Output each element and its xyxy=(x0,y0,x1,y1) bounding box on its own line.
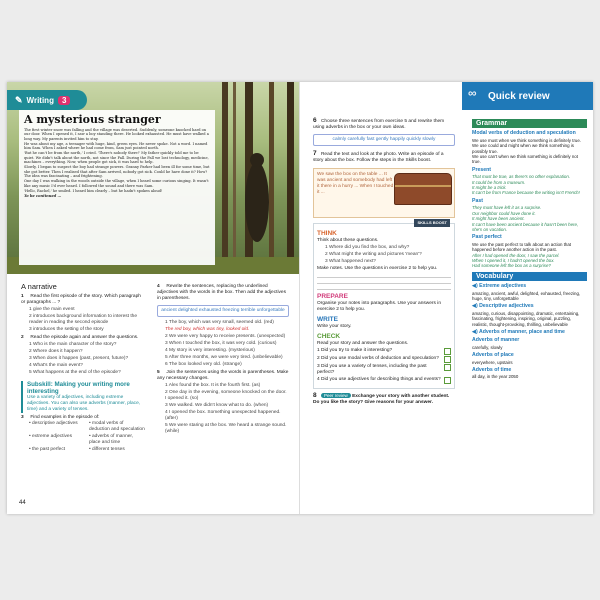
checklist-text: 3 Did you use a variety of tenses, including the past perfect? xyxy=(317,364,427,375)
write-text: Write your story. xyxy=(317,324,352,329)
narrative-column xyxy=(21,282,145,455)
example-sentence: It can't have been ancient because it hasn't been here, she's on vacation. xyxy=(472,221,579,232)
exercise-number: 2 xyxy=(21,335,24,340)
list-item: • different tenses xyxy=(89,447,125,452)
page-gutter xyxy=(299,82,300,514)
prompt-text: We saw the box on the table ... It was ancient and somebody had left it there in a hurry ... When I touched it ... xyxy=(317,172,394,195)
subskill-text: Use a variety of adjectives, including extreme adjectives. You can also use adverbs (manner, place, time) and a variety of tenses. xyxy=(27,395,141,412)
exercise-instruction: Read the text and look at the photo. Write an episode of a story about the box. Follow the steps in the Skills boost. xyxy=(313,152,444,163)
exercise-number: 6 xyxy=(313,117,317,124)
list-item: • the past perfect xyxy=(29,447,66,452)
writing-task-column xyxy=(313,118,455,411)
subskill-title: Subskill: Making your writing more interesting xyxy=(27,381,130,395)
prepare-text: Organise your notes into paragraphs. Use your answers in exercise 2 to help you. xyxy=(317,301,441,312)
pencil-icon: ✎ xyxy=(15,94,23,105)
story-paragraph: Slowly, I began to suspect the boy had strange powers. Granny Parker had been ill for some time, but she got better. Then I realised that after Sam arrived, nobody got sick. Could he have done it? How? The idea was fascinating – and frightening. xyxy=(24,165,210,178)
vocab-list: carefully, slowly xyxy=(472,344,503,350)
quick-review-title: Quick review xyxy=(488,90,550,102)
grammar-heading: Grammar xyxy=(472,119,587,128)
writing-section-tab xyxy=(7,90,87,110)
check-heading: CHECK xyxy=(317,333,341,340)
list-item: 2 Where does it happen? xyxy=(29,349,83,354)
audio-icon[interactable]: ◀) xyxy=(472,283,478,290)
exercise-instruction: Join the sentences using the words in parentheses. Make any necessary changes. xyxy=(157,370,289,381)
checkbox[interactable] xyxy=(444,377,451,384)
example-answer: The red boy, which was tiny, looked old. xyxy=(165,327,250,332)
descriptive-adjectives-label: Descriptive adjectives xyxy=(479,303,534,310)
example-sentence: It might have been ancient. xyxy=(472,216,525,222)
list-item: 3 introduces the setting of the story xyxy=(29,327,104,332)
list-item: 4 My story is very interesting. (mysterious) xyxy=(165,348,255,353)
exercise-7 xyxy=(313,151,455,218)
page-number-left: 44 xyxy=(19,500,26,506)
exercise-instruction: Read the first episode of the story. Which paragraph or paragraphs ... ? xyxy=(21,294,141,305)
exercise-number: 5 xyxy=(157,370,160,375)
list-item: 1 Where did you find the box, and why? xyxy=(325,245,410,250)
exercise-number: 7 xyxy=(313,150,317,157)
present-label: Present xyxy=(472,166,492,173)
think-extra: Make notes. Use the questions in exercise 2 to help you. xyxy=(317,266,438,271)
exercise-number: 3 xyxy=(21,415,24,420)
quick-review-panel xyxy=(462,82,593,514)
checklist-item xyxy=(317,356,451,363)
checkbox[interactable] xyxy=(444,348,451,355)
think-heading: THINK xyxy=(317,230,337,237)
list-item: 2 What might the writing and pictures 'mean'? xyxy=(325,252,422,257)
adverbs-manner-label: Adverbs of manner xyxy=(472,337,520,344)
example-sentence: It could be from a museum. xyxy=(472,179,526,185)
word-box: ancient delighted exhausted freezing terrible unforgettable xyxy=(157,305,289,317)
checklist-item xyxy=(317,348,451,355)
adverbs-place-label: Adverbs of place xyxy=(472,352,514,359)
list-item: 5 What happens at the end of the episode? xyxy=(29,370,121,375)
list-item: 1 The boy, which was very small, seemed old. (red) xyxy=(165,320,274,325)
exercise-number: 8 xyxy=(313,392,317,399)
textbook-spread xyxy=(7,82,593,514)
example-sentence: After I had opened the door, I saw the parcel. xyxy=(472,252,560,258)
checklist-item xyxy=(317,377,451,384)
extreme-adjectives-label: Extreme adjectives xyxy=(479,283,527,290)
skills-boost-tag: SKILLS BOOST xyxy=(414,219,450,227)
check-text: Read your story and answer the questions. xyxy=(317,341,409,346)
story-paragraph: 'But he can't be from the north,' I cried. 'There's nobody there!' My father quickly told me to be quiet. We didn't talk about the north, not since the Fall. During the Fall we lost technology, medicine, machines – everything. Now, when people got sick, it was hard to help. xyxy=(24,151,209,165)
exercises-column xyxy=(157,282,289,437)
checklist-item xyxy=(317,364,451,376)
adverbs-label: Adverbs of manner, place and time xyxy=(478,329,565,335)
checklist-text: 4 Did you use adjectives for describing things and events? xyxy=(317,377,441,382)
list-item: 2 introduces background information to interest the reader in reading the second episode xyxy=(29,314,137,325)
grammar-rule: We use must when we think something is definitely true. xyxy=(472,137,582,143)
exercise-1 xyxy=(21,294,145,333)
prepare-heading: PREPARE xyxy=(317,293,348,300)
vocab-list: everywhere, upstairs xyxy=(472,359,513,365)
story-paragraph: 'Hello, Rachel,' he smiled. I heard him clearly – but he hadn't spoken aloud! xyxy=(24,188,163,193)
example-sentence: When I opened it, I hadn't opened the box. xyxy=(472,257,555,263)
list-item: 1 give the main event xyxy=(29,307,75,312)
narrative-heading: A narrative xyxy=(21,282,57,291)
list-item: • extreme adjectives xyxy=(29,434,73,439)
list-item: 1 Who is the main character of the story? xyxy=(29,342,117,347)
exercise-instruction: Rewrite the sentences, replacing the underlined adjectives with the words in the box. Then add the adjectives in parentheses. xyxy=(157,284,286,301)
list-item: 3 What happened next? xyxy=(325,259,376,264)
forest-photo xyxy=(7,82,299,274)
subskill-box xyxy=(21,381,145,413)
vocab-list: amazing, curious, disappointing, dramatic, entertaining, fascinating, frightening, inspiring, original, puzzling, realistic, thought-provoking, thrilling, unbelievable xyxy=(472,310,580,327)
to-be-continued: To be continued ... xyxy=(24,194,62,199)
list-item: 2 We were very happy to receive presents. (unexpected) xyxy=(165,334,286,339)
story-text-box xyxy=(19,110,215,265)
list-item: 5 After three months, we were very tired. (unbelievable) xyxy=(165,355,283,360)
exercise-6 xyxy=(313,118,455,146)
think-text: Think about these questions. xyxy=(317,238,379,243)
example-sentence: Our neighbor could have done it. xyxy=(472,210,536,216)
exercise-4 xyxy=(157,284,289,368)
story-title: A mysterious stranger xyxy=(24,113,161,126)
list-item: 1 Alex found the box. It is the fourth first. (as) xyxy=(165,383,261,388)
exercise-number: 4 xyxy=(157,284,160,289)
story-paragraph: The first winter snow was falling and the village was deserted. Suddenly, someone knocked hard on our door. When I opened it, I saw a boy standing there. He looked exhausted. He must have walked a long way. My parents invited him to stay. xyxy=(24,128,209,141)
grammar-rule: We use can't when we think something is definitely not true. xyxy=(472,154,578,165)
modal-verbs-title: Modal verbs of deduction and speculation xyxy=(472,130,576,137)
vocabulary-heading: Vocabulary xyxy=(472,272,587,281)
list-item: 3 When I touched the box, it was very cold. (curious) xyxy=(165,341,277,346)
checkbox[interactable] xyxy=(444,356,451,363)
example-sentence: That must be true, as there's no other explanation. xyxy=(472,174,570,180)
past-perfect-label: Past perfect xyxy=(472,234,502,241)
writing-lines[interactable] xyxy=(317,272,451,290)
exercise-3 xyxy=(21,415,145,453)
past-label: Past xyxy=(472,197,483,204)
adverbs-time-label: Adverbs of time xyxy=(472,367,512,374)
exercise-instruction: Read the episode again and answer the questions. xyxy=(30,335,139,340)
checklist-text: 2 Did you use modal verbs of deduction and speculation? xyxy=(317,356,439,361)
quick-review-header xyxy=(462,82,593,110)
exercise-5 xyxy=(157,370,289,435)
exercise-2 xyxy=(21,335,145,376)
writing-tab-label: Writing xyxy=(26,95,54,105)
example-sentence: It can't be from France because the writing isn't French! xyxy=(472,190,580,196)
list-item: • modal verbs of deduction and speculation xyxy=(89,421,145,432)
story-prompt-note xyxy=(313,168,455,218)
story-paragraph: One day I was walking in the woods outside the village, when I heard some curious singing. It wasn't like any music I'd ever heard. I followed the sound and there was Sam. xyxy=(24,179,209,188)
write-heading: WRITE xyxy=(317,316,338,323)
skills-boost-panel xyxy=(313,220,455,389)
exercise-instruction: Choose three sentences from exercise 5 and rewrite them using adverbs in the box or your own ideas. xyxy=(313,119,445,130)
binder-rings-icon: ∞ xyxy=(468,86,477,100)
list-item: 3 We walked. We didn't know what to do. (when) xyxy=(165,403,269,408)
example-sentence: It might be a trick. xyxy=(472,185,507,191)
vocab-list: all day, in the year 2050 xyxy=(472,374,519,380)
checklist-text: 1 Did you try to make it interesting? xyxy=(317,348,393,353)
list-item: 2 One day in the evening, someone knocked on the door. I opened it. (so) xyxy=(165,390,287,401)
vocab-list: amazing, ancient, awful, delighted, exhausted, freezing, huge, tiny, unforgettable xyxy=(472,290,581,301)
adverb-word-box: calmly carefully fast gently happily quickly slowly xyxy=(313,134,455,146)
list-item: 6 The box looked very old. (strange) xyxy=(165,362,242,367)
list-item: • descriptive adjectives xyxy=(29,421,78,426)
grammar-rule: We use could and might when we think something is possibly true. xyxy=(472,143,574,154)
audio-icon[interactable]: ◀) xyxy=(472,329,478,335)
peer-review-badge: Peer review xyxy=(321,393,351,398)
exercise-number: 1 xyxy=(21,294,24,299)
exercise-instruction: Find examples in the episode of: xyxy=(30,415,100,420)
treasure-box-photo xyxy=(394,173,452,205)
example-sentence: Had someone left the box as a surprise? xyxy=(472,263,551,269)
list-item: 5 We were staring at the box. We heard a strange sound. (while) xyxy=(165,423,287,434)
list-item: 3 When does it happen (past, present, future)? xyxy=(29,356,129,361)
unit-number: 3 xyxy=(58,96,70,105)
exercise-instruction: Exchange your story with another student. Do you like the story? Give reasons for your answer. xyxy=(313,394,450,405)
audio-icon[interactable]: ◀) xyxy=(472,303,478,310)
list-item: 4 What's the main event? xyxy=(29,363,83,368)
checkbox[interactable] xyxy=(444,364,451,371)
list-item: • adverbs of manner, place and time xyxy=(89,434,134,445)
grammar-rule: We use the past perfect to talk about an action that happened before another action in the past. xyxy=(472,241,572,253)
exercise-8 xyxy=(313,393,455,406)
list-item: 4 I opened the box. Something unexpected happened. (after) xyxy=(165,410,281,421)
story-paragraph: He was about my age, a teenager with huge, kind, green eyes. He never spoke. Not a word. I named him Sam. When I asked where he had come from, Sam just pointed north. xyxy=(24,141,208,151)
example-sentence: They must have left it as a surprise. xyxy=(472,205,542,211)
